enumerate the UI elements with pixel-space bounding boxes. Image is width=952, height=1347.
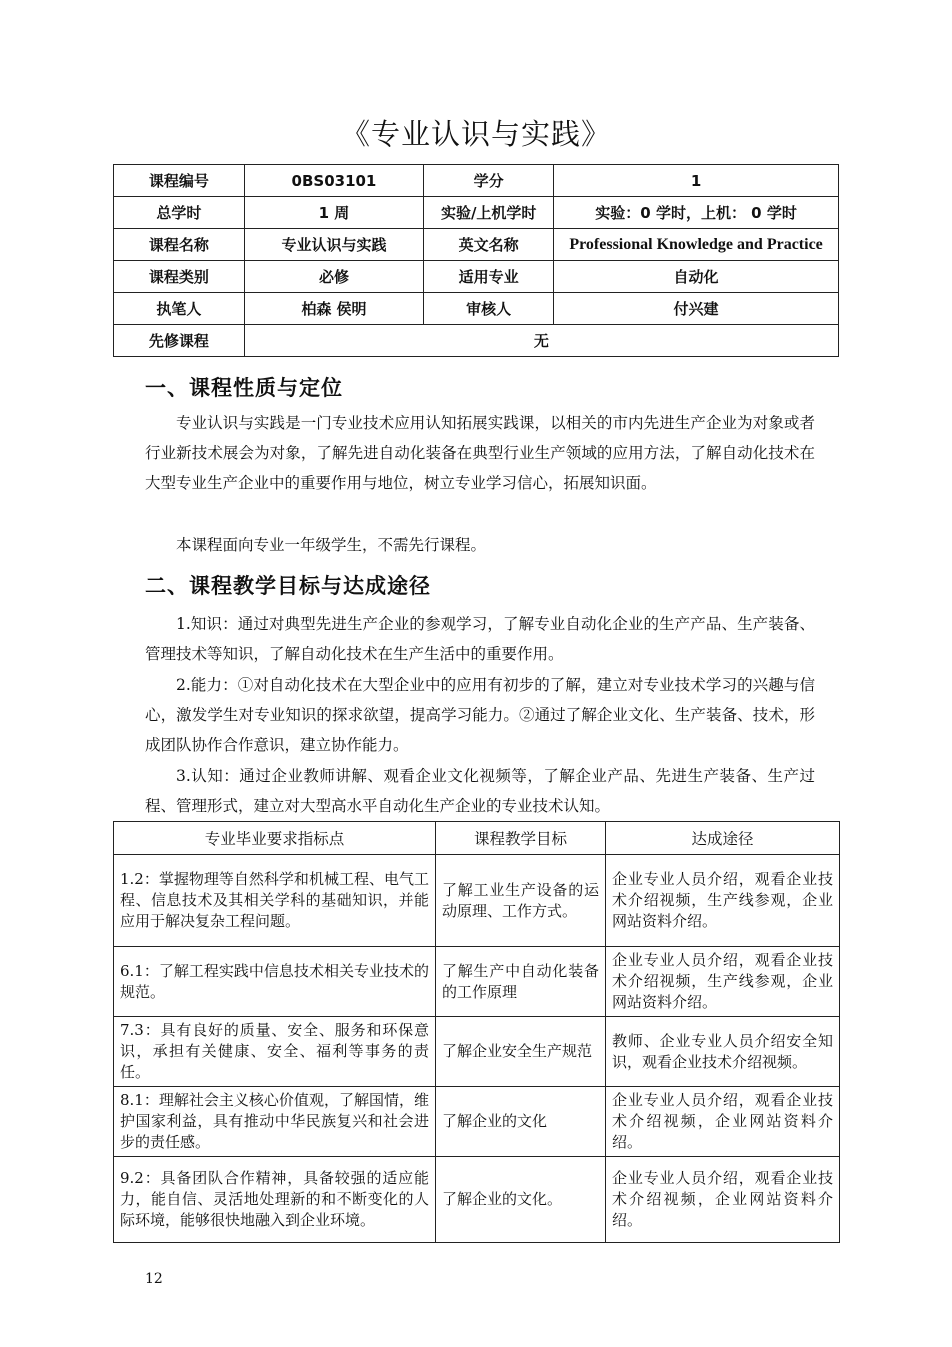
info-label: 审核人 — [424, 293, 554, 325]
goals-header: 专业毕业要求指标点 — [114, 822, 436, 855]
requirement-cell: 1.2：掌握物理等自然科学和机械工程、电气工程、信息技术及其相关学科的基础知识，并能应用于解决复杂工程问题。 — [114, 855, 436, 947]
info-row — [114, 293, 839, 325]
info-label: 执笔人 — [114, 293, 245, 325]
goals-header: 课程教学目标 — [436, 822, 606, 855]
requirement-cell: 9.2：具备团队合作精神，具备较强的适应能力，能自信、灵活地处理新的和不断变化的人际环境，能够很快地融入到企业环境。 — [114, 1157, 436, 1243]
goals-header-row — [114, 822, 840, 855]
goals-row — [114, 947, 840, 1017]
info-label: 课程编号 — [114, 165, 245, 197]
prereq-value: 无 — [244, 325, 838, 357]
approach-cell: 企业专业人员介绍，观看企业技术介绍视频，生产线参观，企业网站资料介绍。 — [606, 855, 840, 947]
section-2-paragraph: 3.认知：通过企业教师讲解、观看企业文化视频等，了解企业产品、先进生产装备、生产过程、管理形式，建立对大型高水平自动化生产企业的专业技术认知。 — [145, 767, 815, 815]
info-value: 付兴建 — [554, 293, 839, 325]
requirement-cell: 8.1：理解社会主义核心价值观，了解国情，维护国家利益，具有推动中华民族复兴和社会进步的责任感。 — [114, 1087, 436, 1157]
approach-cell: 教师、企业专业人员介绍安全知识，观看企业技术介绍视频。 — [606, 1017, 840, 1087]
info-label: 课程类别 — [114, 261, 245, 293]
goals-row — [114, 1017, 840, 1087]
section-1-paragraph: 本课程面向专业一年级学生，不需先行课程。 — [176, 536, 487, 554]
approach-cell: 企业专业人员介绍，观看企业技术介绍视频，企业网站资料介绍。 — [606, 1087, 840, 1157]
info-row — [114, 229, 839, 261]
info-value: 1 — [554, 165, 839, 197]
section-2-heading: 二、课程教学目标与达成途径 — [145, 574, 431, 598]
section-1-paragraph: 专业认识与实践是一门专业技术应用认知拓展实践课，以相关的市内先进生产企业为对象或者行业新技术展会为对象，了解先进自动化装备在典型行业生产领域的应用方法，了解自动化技术在大型专业生产企业中的重要作用与地位，树立专业学习信心，拓展知识面。 — [145, 414, 815, 492]
objective-cell: 了解生产中自动化装备的工作原理 — [436, 947, 606, 1017]
objective-cell: 了解企业的文化 — [436, 1087, 606, 1157]
goals-row — [114, 1087, 840, 1157]
info-label: 课程名称 — [114, 229, 245, 261]
objective-cell: 了解工业生产设备的运动原理、工作方式。 — [436, 855, 606, 947]
prereq-row — [114, 325, 839, 357]
goals-row — [114, 1157, 840, 1243]
info-label: 总学时 — [114, 197, 245, 229]
prereq-label: 先修课程 — [114, 325, 245, 357]
objective-cell: 了解企业安全生产规范 — [436, 1017, 606, 1087]
section-2-paragraph: 2.能力：①对自动化技术在大型企业中的应用有初步的了解，建立对专业技术学习的兴趣与信心，激发学生对专业知识的探求欲望，提高学习能力。②通过了解企业文化、生产装备、技术，形成团队协作合作意识，建立协作能力。 — [145, 676, 815, 754]
goals-table — [113, 821, 840, 1243]
goals-row — [114, 855, 840, 947]
document-title: 《专业认识与实践》 — [340, 117, 611, 151]
section-1-heading: 一、课程性质与定位 — [145, 376, 343, 400]
section-2-paragraph: 1.知识：通过对典型先进生产企业的参观学习，了解专业自动化企业的生产产品、生产装备、管理技术等知识，了解自动化技术在生产生活中的重要作用。 — [145, 615, 815, 663]
objective-cell: 了解企业的文化。 — [436, 1157, 606, 1243]
goals-header: 达成途径 — [606, 822, 840, 855]
info-row — [114, 197, 839, 229]
requirement-cell: 7.3：具有良好的质量、安全、服务和环保意识，承担有关健康、安全、福利等事务的责任。 — [114, 1017, 436, 1087]
info-value: 0BS03101 — [244, 165, 424, 197]
info-label: 实验/上机学时 — [424, 197, 554, 229]
approach-cell: 企业专业人员介绍，观看企业技术介绍视频，企业网站资料介绍。 — [606, 1157, 840, 1243]
info-value: 专业认识与实践 — [244, 229, 424, 261]
info-row — [114, 261, 839, 293]
course-info-table — [113, 164, 839, 357]
info-label: 学分 — [424, 165, 554, 197]
info-row — [114, 165, 839, 197]
info-value: 实验：0 学时，上机： 0 学时 — [554, 197, 839, 229]
info-value: 柏森 侯明 — [244, 293, 424, 325]
info-value: Professional Knowledge and Practice — [554, 229, 839, 261]
info-value: 1 周 — [244, 197, 424, 229]
info-value: 自动化 — [554, 261, 839, 293]
requirement-cell: 6.1：了解工程实践中信息技术相关专业技术的规范。 — [114, 947, 436, 1017]
approach-cell: 企业专业人员介绍，观看企业技术介绍视频，生产线参观，企业网站资料介绍。 — [606, 947, 840, 1017]
page-number: 12 — [145, 1271, 163, 1287]
info-label: 适用专业 — [424, 261, 554, 293]
info-value: 必修 — [244, 261, 424, 293]
info-label: 英文名称 — [424, 229, 554, 261]
